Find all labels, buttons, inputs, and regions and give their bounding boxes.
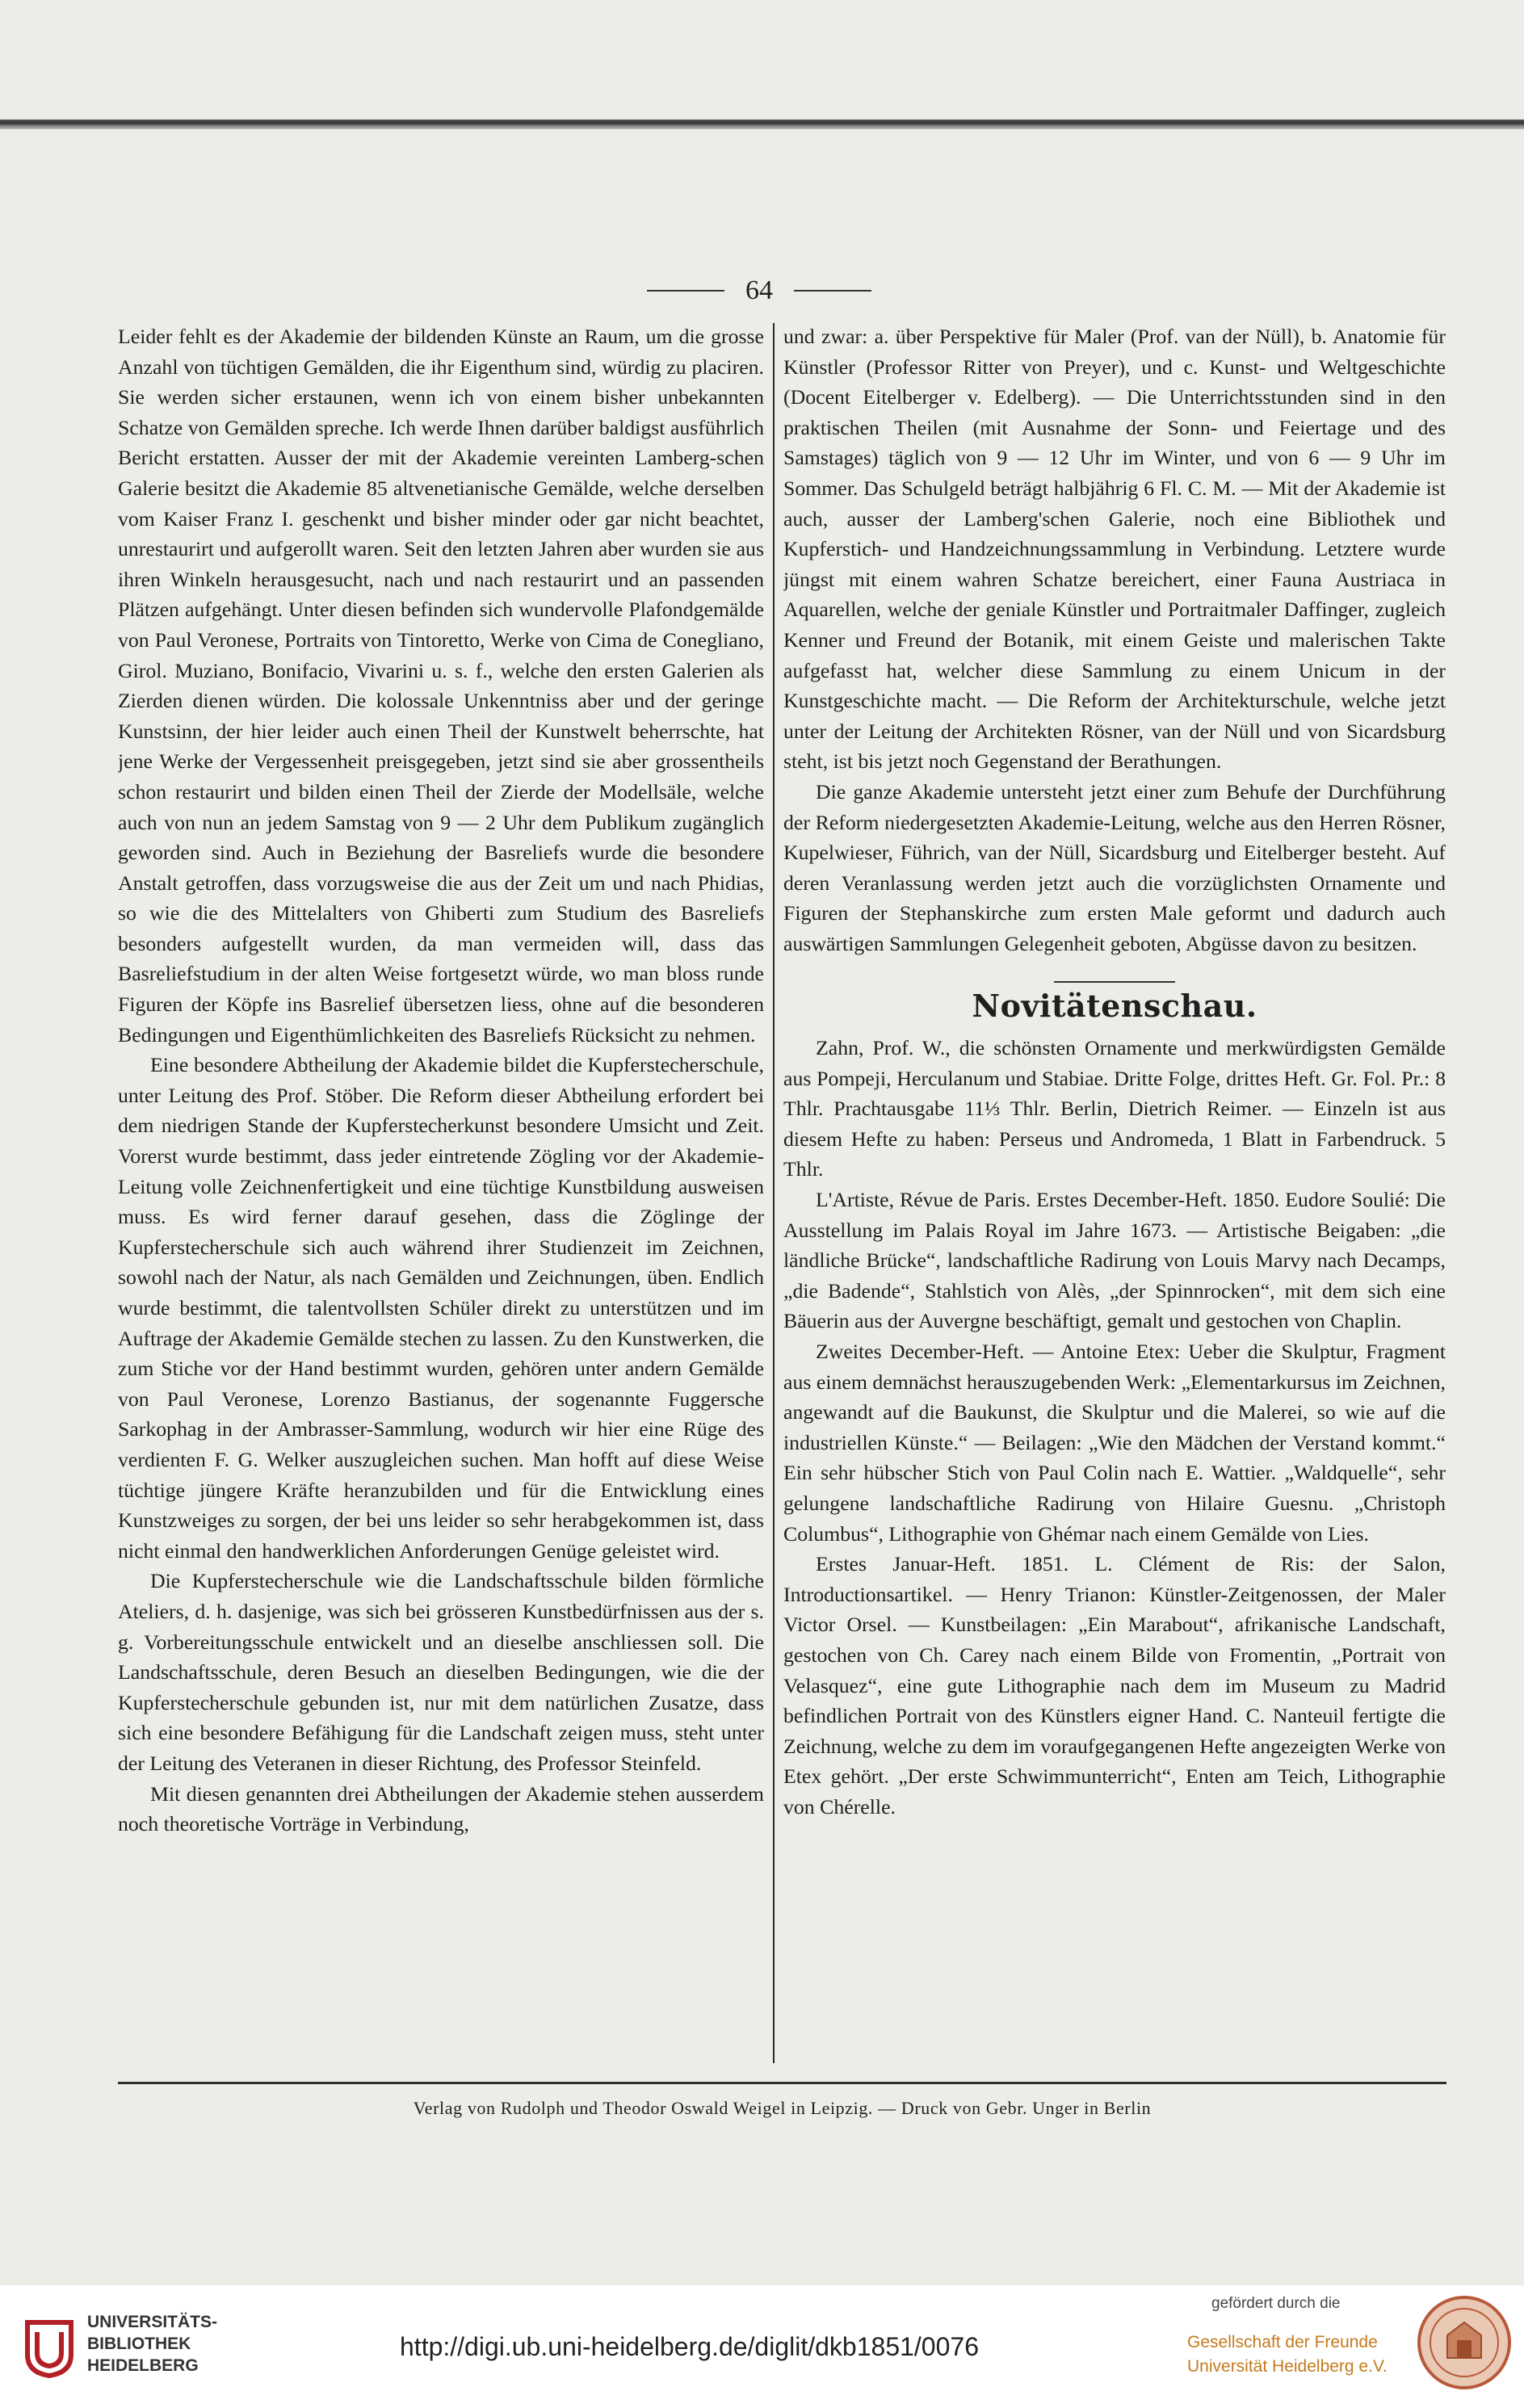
left-column [118, 321, 764, 2074]
section-rule [1054, 981, 1175, 983]
sponsor-name-line: Universität Heidelberg e.V. [1187, 2357, 1388, 2376]
library-name-line: BIBLIOTHEK [87, 2335, 191, 2353]
page-header [565, 271, 953, 311]
section-heading: Novitätenschau. [972, 988, 1257, 1025]
paragraph: Eine besondere Abtheilung der Akademie bildet die Kupferstecherschule, unter Leitung des Prof. Stöber. Die Reform dieser Abtheilung erfordert bei dem niedrigen Stande der Kupferstecherkunst besondere Umsicht und Zeit. Vorerst wurde bestimmt, dass jeder eintretende Zögling vor der Akademie-Leitung volle Zeichnenfertigkeit und eine tüchtige Kunstbildung ausweisen muss. Es wird ferner darauf gesehen, dass die Zöglinge der Kupferstecherschule sich auch während ihrer Studienzeit im Zeichnen, sowohl nach der Natur, als nach Gemälden und Zeichnungen, üben. Endlich wurde bestimmt, die talentvollsten Schüler direkt zu unterstützen und im Auftrage der Akademie Gemälde stechen zu lassen. Zu den Kunstwerken, die zum Stiche vor der Hand bestimmt wurden, gehören unter andern Gemälde von Paul Veronese, Lorenzo Bastianus, der sogenannte Fuggersche Sarkophag in der Ambrasser-Sammlung, wodurch wir hier eine Rüge des verdienten F. G. Welker auszugleichen suchen. Man hofft auf diese Weise tüchtige jüngere Kräfte heranzubilden und für die Entwicklung eines Kunstzweiges zu sorgen, der bei uns leider so sehr herabgekommen ist, dass nicht einmal den handwerklichen Anforderungen Genüge geleistet wird. [118, 1053, 764, 1563]
university-seal-icon [1415, 2293, 1514, 2392]
sponsor-label: gefördert durch die [1211, 2295, 1341, 2312]
review-entry: Zweites December-Heft. — Antoine Etex: Ueber die Skulptur, Fragment aus einem demnächst herauszugebenden Werk: „Elementarkursus im Zeichnen, angewandt auf die Baukunst, die Skulptur und die Malerei, so wie auf die industriellen Künste.“ — Beilagen: „Wie den Mädchen der Verstand kommt.“ Ein sehr hübscher Stich von Paul Colin nach E. Wattier. „Waldquelle“, sehr gelungene landschaftliche Radirung von Hilaire Guesnu. „Christoph Columbus“, Lithographie von Ghémar nach einem Gemälde von Lies. [783, 1340, 1446, 1546]
footer-rule [118, 2082, 1446, 2084]
library-name-line: UNIVERSITÄTS- [87, 2313, 218, 2331]
source-url[interactable]: http://digi.ub.uni-heidelberg.de/diglit/dkb1851/0076 [400, 2332, 979, 2361]
paragraph: Die Kupferstecherschule wie die Landschaftsschule bilden förmliche Ateliers, d. h. dasjenige, was sich bei grösseren Kunstbedürfnissen aus der s. g. Vorbereitungsschule entwickelt und an dieselbe anschliessen soll. Die Landschaftsschule, deren Besuch an dieselben Bedingungen, wie die der Kupferstecherschule gebunden ist, nur mit dem natürlichen Zusatze, dass sich eine besondere Befähigung für die Landschaft zeigen muss, steht unter der Leitung des Veteranen in dieser Richtung, des Professor Steinfeld. [118, 1569, 764, 1775]
paragraph: und zwar: a. über Perspektive für Maler (Prof. van der Nüll), b. Anatomie für Künstler (Professor Ritter von Preyer), und c. Kunst- und Weltgeschichte (Docent Eitelberger v. Edelberg). — Die Unterrichtsstunden sind in den praktischen Theilen (mit Ausnahme der Sonn- und Feiertage und des Samstages) täglich von 9 — 12 Uhr im Winter, und von 6 — 9 Uhr im Sommer. Das Schulgeld beträgt halbjährig 6 Fl. C. M. — Mit der Akademie ist auch, ausser der Lamberg'schen Galerie, noch eine Bibliothek und Kupferstich- und Handzeichnungssammlung in Verbindung. Letztere wurde jüngst mit einem wahren Schatze bereichert, einer Fauna Austriaca in Aquarellen, welche der geniale Künstler und Portraitmaler Daffinger, zugleich Kenner und Freund der Botanik, mit einem Geiste und malerischen Takte aufgefasst hat, welcher diese Sammlung zu einem Unicum in der Kunstgeschichte macht. — Die Reform der Architekturschule, welche jetzt unter der Leitung der Architekten Rösner, van der Nüll und von Sicardsburg steht, ist bis jetzt noch Gegenstand der Berathungen. [783, 325, 1446, 774]
library-name-line: HEIDELBERG [87, 2356, 199, 2375]
paragraph: Mit diesen genannten drei Abtheilungen der Akademie stehen ausserdem noch theoretische Vorträge in Verbindung, [118, 1781, 764, 1836]
sponsor-name-line: Gesellschaft der Freunde [1187, 2333, 1378, 2351]
column-divider [773, 323, 775, 2063]
university-library-logo-icon [21, 2316, 78, 2379]
page-number: 64 [745, 275, 773, 305]
left-dash [647, 290, 724, 292]
top-rule [0, 120, 1524, 129]
sponsor-name [1187, 2330, 1388, 2379]
library-name [87, 2311, 217, 2377]
right-column [783, 321, 1446, 2074]
review-entry: L'Artiste, Révue de Paris. Erstes December-Heft. 1850. Eudore Soulié: Die Ausstellung im Palais Royal im Jahre 1673. — Artistische Beigaben: „die ländliche Brücke“, landschaftliche Radirung von Louis Marvy nach Decamps, „die Badende“, Stahlstich von Alès, „der Spinnrocken“, mit dem sich eine Bäuerin aus der Auvergne beschäftigt, gemalt und gestochen von Chaplin. [783, 1188, 1446, 1333]
imprint: Verlag von Rudolph und Theodor Oswald Weigel in Leipzig. — Druck von Gebr. Unger in Berlin [413, 2098, 1152, 2118]
review-entry: Zahn, Prof. W., die schönsten Ornamente und merkwürdigsten Gemälde aus Pompeji, Herculanum und Stabiae. Dritte Folge, drittes Heft. Gr. Fol. Pr.: 8 Thlr. Prachtausgabe 11⅓ Thlr. Berlin, Dietrich Reimer. — Einzeln ist aus diesem Hefte zu haben: Perseus und Andromeda, 1 Blatt in Farbendruck. 5 Thlr. [783, 1036, 1446, 1181]
paragraph: Die ganze Akademie untersteht jetzt einer zum Behufe der Durchführung der Reform niedergesetzten Akademie-Leitung, welche aus den Herren Rösner, Kupelwieser, Führich, van der Nüll, Sicardsburg und Eitelberger besteht. Auf deren Veranlassung werden jetzt auch die vorzüglichsten Ornamente und Figuren der Stephanskirche zum ersten Male geformt und dadurch auch auswärtigen Sammlungen Gelegenheit geboten, Abgüsse davon zu besitzen. [783, 779, 1446, 955]
paragraph: Leider fehlt es der Akademie der bildenden Künste an Raum, um die grosse Anzahl von tüchtigen Gemälden, die ihr Eigenthum sind, würdig zu placiren. Sie werden sicher erstaunen, wenn ich von einem bisher unbekannten Schatze von Gemälden spreche. Ich werde Ihnen darüber baldigst ausführlich Bericht erstatten. Ausser der mit der Akademie vereinten Lamberg-schen Galerie besitzt die Akademie 85 altvenetianische Gemälde, welche derselben vom Kaiser Franz I. geschenkt und bisher minder oder gar nicht beachtet, unrestaurirt und aufgerollt waren. Seit den letzten Jahren aber wurden sie aus ihren Winkeln herausgesucht, nach und nach restaurirt und an passenden Plätzen aufgehängt. Unter diesen befinden sich wundervolle Plafondgemälde von Paul Veronese, Portraits von Tintoretto, Werke von Cima de Conegliano, Girol. Muziano, Bonifacio, Vivarini u. s. f., welche den ersten Galerien als Zierden dienen würden. Die kolossale Unkenntniss aber und der geringe Kunstsinn, der hier leider auch einen Theil der Kunstwelt beherrschte, hat jene Werke der Vergessenheit preisgegeben, jetzt sind sie aber grossentheils schon restaurirt und bilden einen Theil der Zierde der Modellsäle, welche auch von nun an jedem Samstag von 9 — 2 Uhr dem Publikum zugänglich geworden sind. Auch in Beziehung der Basreliefs wurde die besondere Anstalt getroffen, dass vorzugsweise die aus der Zeit um und nach Phidias, so wie die des Mittelalters von Ghiberti zum Studium des Basreliefs besonders aufgestellt wurden, da man vermeiden will, dass das Basreliefstudium in der alten Weise fortgesetzt würde, wo man bloss runde Figuren der Köpfe ins Basrelief übersetzen liess, ohne auf die besonderen Bedingungen und Eigenthümlichkeiten des Basreliefs Rücksicht zu nehmen. [118, 325, 764, 1047]
right-dash [794, 290, 871, 292]
review-entry: Erstes Januar-Heft. 1851. L. Clément de Ris: der Salon, Introductionsartikel. — Henry Trianon: Künstler-Zeitgenossen, der Maler Victor Orsel. — Kunstbeilagen: „Ein Marabout“, afrikanische Landschaft, gestochen von Ch. Carey nach einem Bilde von Fromentin, „Portrait von Velasquez“, eine gute Lithographie nach dem im Museum zu Madrid befindlichen Portrait von des Künstlers eigner Hand. C. Nanteuil fertigte die Zeichnung, welche zu dem im voraufgegangenen Hefte angezeigten Werke von Etex gehört. „Der erste Schwimmunterricht“, Enten am Teich, Lithographie von Chérelle. [783, 1552, 1446, 1819]
